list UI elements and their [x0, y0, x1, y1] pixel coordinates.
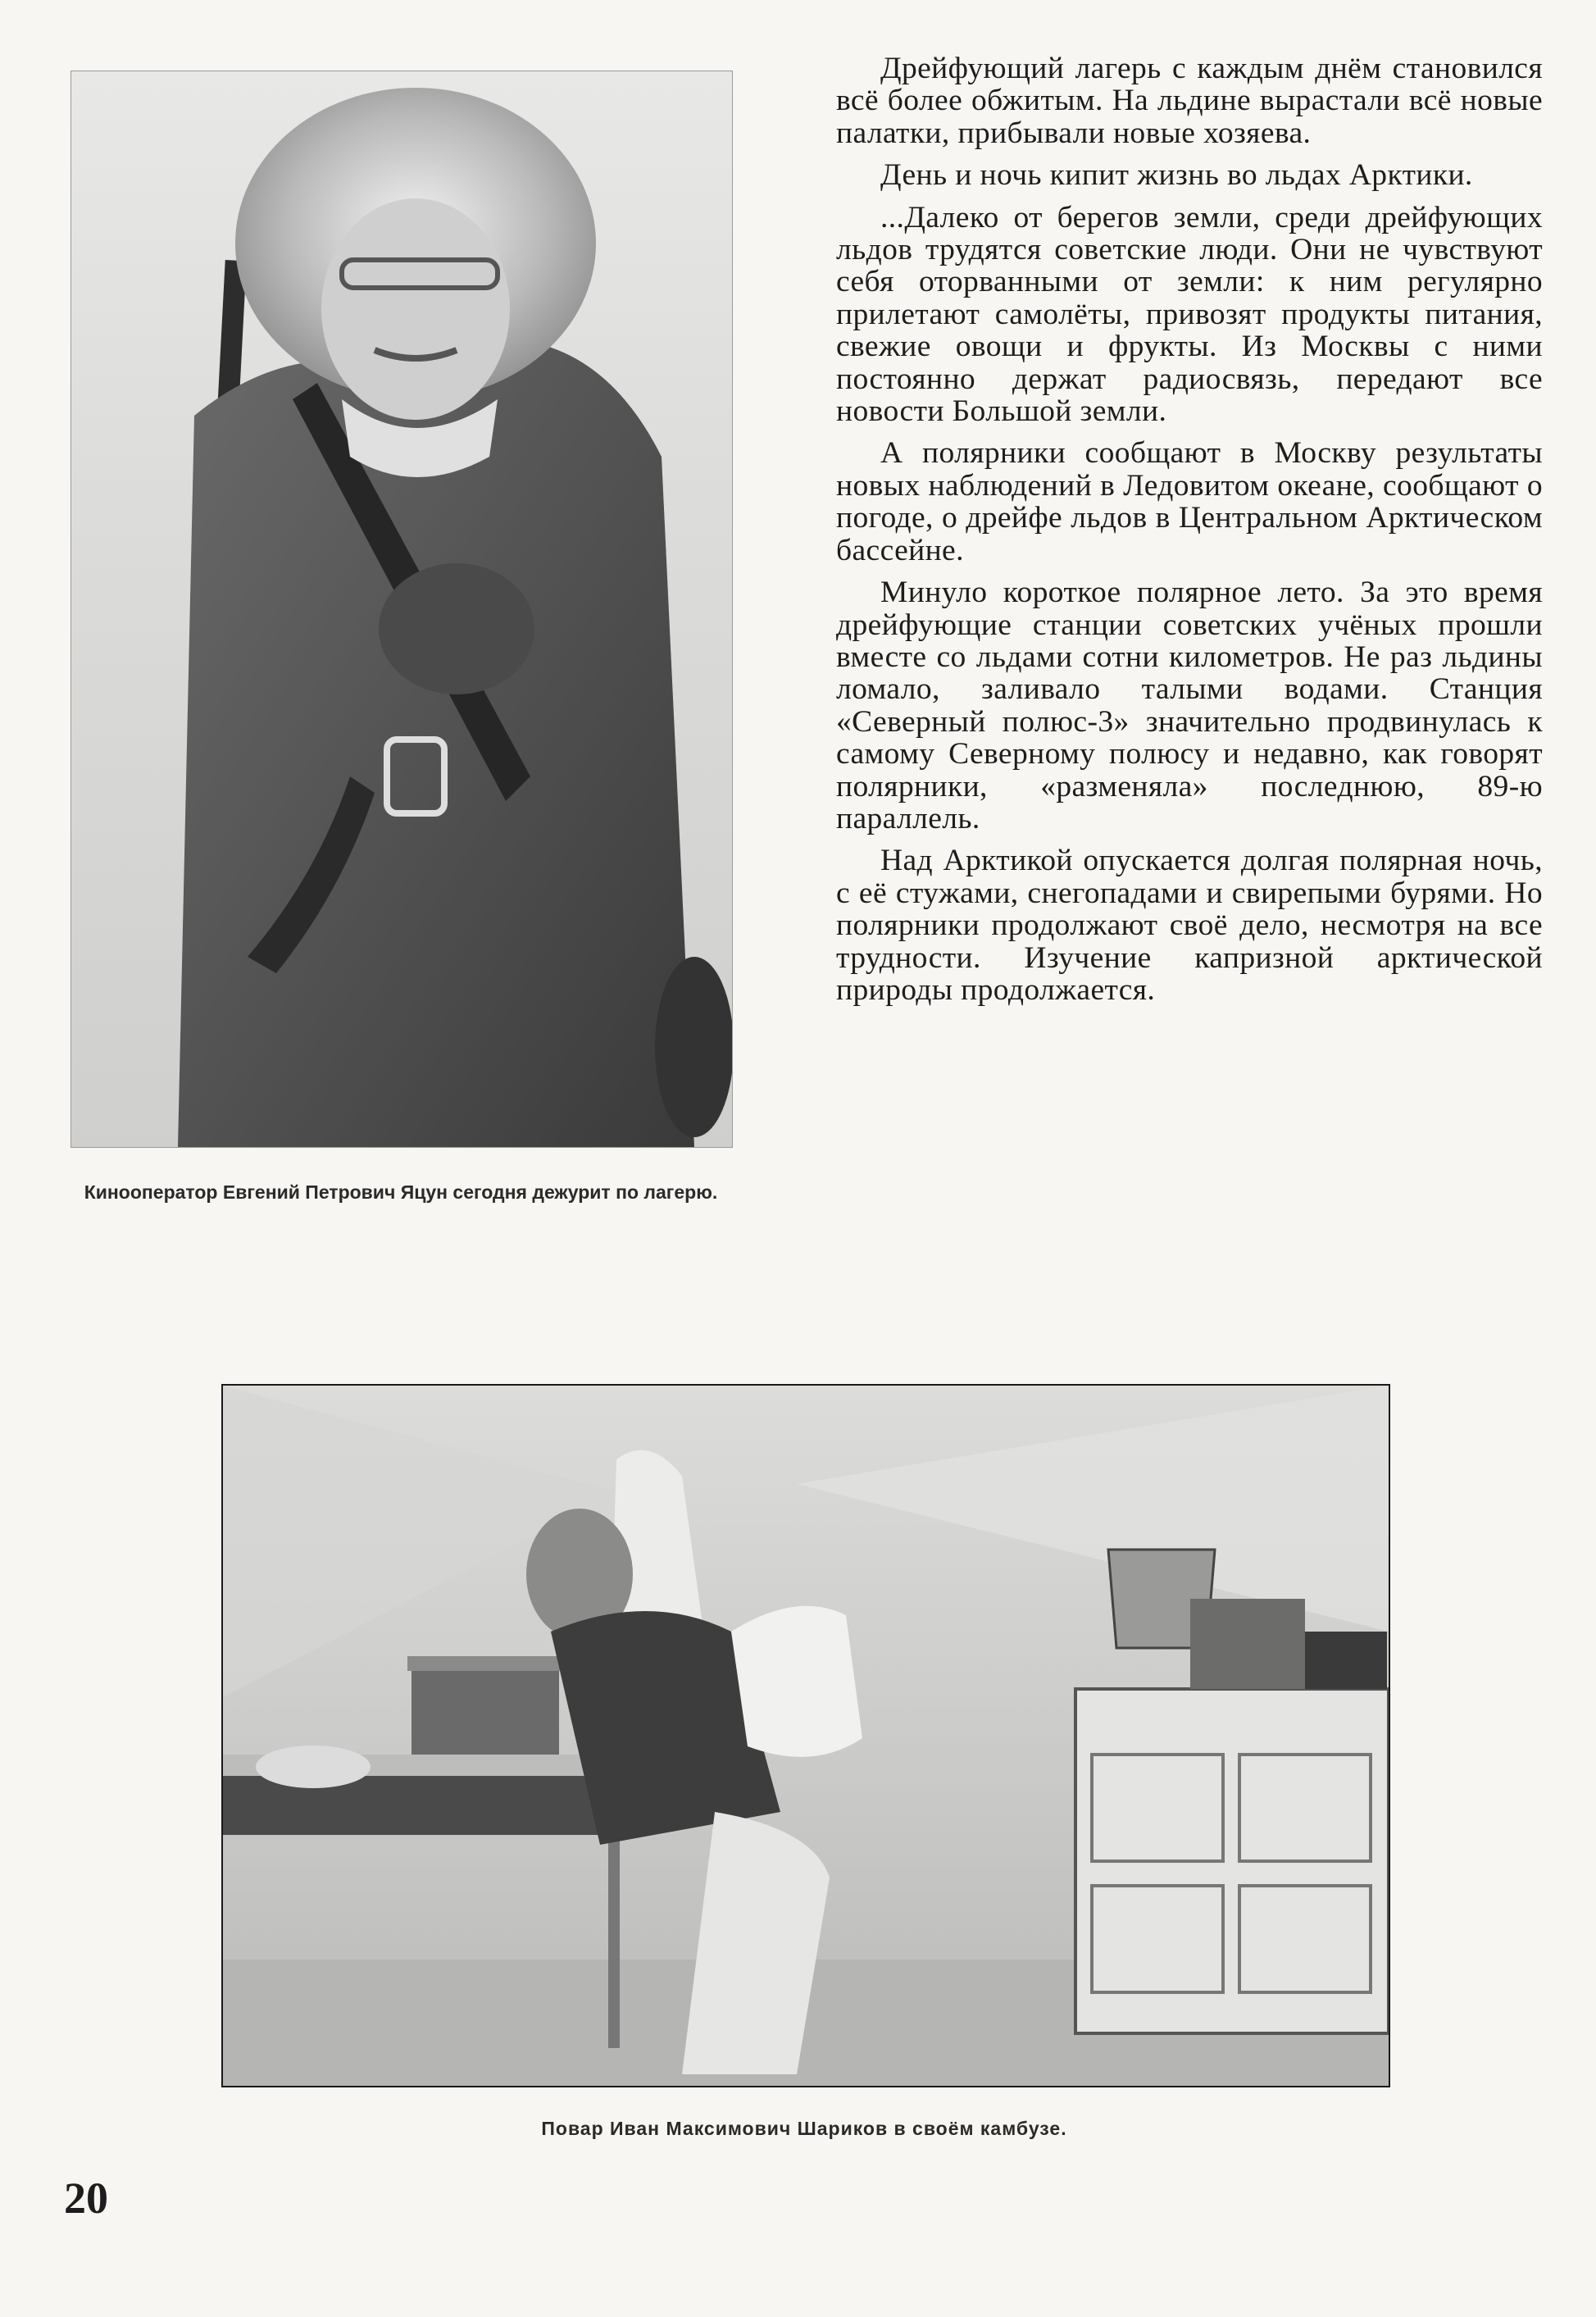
- article-paragraph: Над Арктикой опускается долгая полярная ночь, с её стужами, снегопадами и свирепыми бурями. Но полярники продолжают своё дело, несмотря на все трудности. Изучение капризной арктической природы продолжается.: [836, 844, 1543, 1007]
- photo-cameraman-illustration: [71, 71, 732, 1147]
- article-paragraph: А полярники сообщают в Москву результаты новых наблюдений в Ледовитом океане, сообщают о погоде, о дрейфе льдов в Центральном Арктическом бассейне.: [836, 436, 1543, 567]
- photo-cook-illustration: [223, 1386, 1389, 2086]
- caption-cook: Повар Иван Максимович Шариков в своём камбузе.: [541, 2118, 1067, 2139]
- caption-cameraman: Кинооператор Евгений Петрович Яцун сегодня дежурит по лагерю.: [84, 1181, 718, 1203]
- article-paragraph: ...Далеко от берегов земли, среди дрейфующих льдов трудятся советские люди. Они не чувствуют себя оторванными от земли: к ним регулярно прилетают самолёты, привозят продукты питания, свежие овощи и фрукты. Из Москвы с ними постоянно держат радиосвязь, передают все новости Большой земли.: [836, 200, 1543, 429]
- article-paragraph: День и ночь кипит жизнь во льдах Арктики.: [880, 158, 1473, 193]
- article-text: [836, 52, 1543, 1016]
- photo-cook: [221, 1384, 1390, 2087]
- photo-cameraman: [70, 71, 733, 1148]
- article-paragraph: Минуло короткое полярное лето. За это время дрейфующие станции советских учёных прошли вместе со льдами сотни километров. Не раз льдины ломало, заливало талыми водами. Станция «Северный полюс-3» значительно продвинулась к самому Северному полюсу и недавно, как говорят полярники, «разменяла» последнюю, 89-ю параллель.: [836, 576, 1543, 835]
- article-paragraph: Дрейфующий лагерь с каждым днём становился всё более обжитым. На льдине вырастали всё новые палатки, прибывали новые хозяева.: [836, 52, 1543, 150]
- page-number: 20: [64, 2174, 108, 2223]
